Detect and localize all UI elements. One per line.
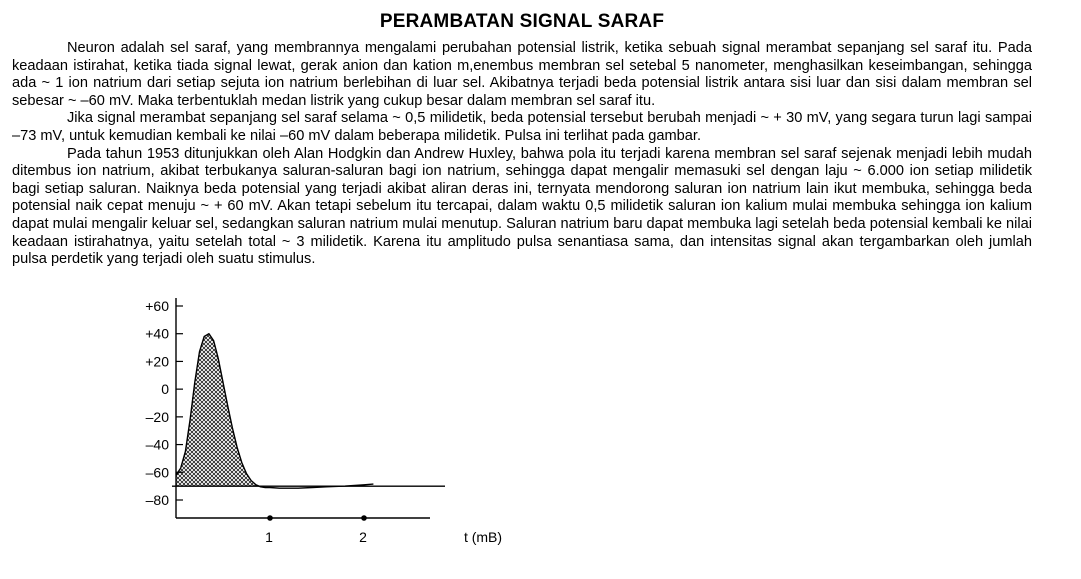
paragraph: Jika signal merambat sepanjang sel saraf selama ~ 0,5 milidetik, beda potensial tersebut berubah menjadi ~ + 30 mV, yang segara turun lagi sampai –73 mV, untuk kemudian kembali ke nilai –60 mV dalam beberapa milidetik. Pulsa ini terlihat pada gambar. <box>12 110 1032 144</box>
x-tick-label: 2 <box>359 529 367 545</box>
y-tick-label: –20 <box>145 408 169 425</box>
y-tick-label: +40 <box>145 325 169 342</box>
page-title: PERAMBATAN SIGNAL SARAF <box>379 11 665 32</box>
y-tick-label: +60 <box>145 298 169 314</box>
y-tick-label: 0 <box>161 381 169 398</box>
y-tick-label: –60 <box>145 464 169 481</box>
y-tick-label: –40 <box>145 436 169 453</box>
x-axis-label: t (mB) <box>463 529 503 545</box>
y-tick-label: –80 <box>145 492 169 508</box>
pulse-shaded-area <box>176 334 270 486</box>
x-tick <box>361 515 367 521</box>
y-tick-label: +20 <box>145 353 169 370</box>
paragraph: Neuron adalah sel saraf, yang membrannya mengalami perubahan potensial listrik, ketika sebuah signal merambat sepanjang sel saraf itu. Pada keadaan istirahat, ketika tiada signal lewat, gerak anion dan kation m,enembus membran sel setebal 5 nanometer, menghasilkan keseimbangan, sehingga ada ~ 1 ion natrium dari setiap sejuta ion natrium berlebihan di luar sel. Akibatnya terjadi beda potensial listrik antara sisi luar dan sisi dalam membran sel sebesar ~ –60 mV. Maka terbentuklah medan listrik yang cukup besar dalam membran sel saraf itu. <box>12 40 1032 109</box>
x-tick <box>267 515 273 521</box>
paragraph: Pada tahun 1953 ditunjukkan oleh Alan Hodgkin dan Andrew Huxley, bahwa pola itu terjadi karena membran sel saraf sejenak menjadi lebih mudah ditembus ion natrium, akibat terbukanya saluran-saluran bagi ion natrium, sehingga dapat mengalir memasuki sel dengan laju ~ 6.000 ion setiap milidetik bagi setiap saluran. Naiknya beda potensial yang terjadi akibat aliran deras ini, ternyata mendorong saluran ion natrium lain ikut membuka, sehingga beda potensial naik cepat menuju ~ + 60 mV. Akan tetapi sebelum itu tercapai, dalam waktu 0,5 milidetik saluran ion kalium mulai membuka sehingga ion kalium dapat mulai mengalir keluar sel, sedangkan saluran natrium mulai menutup. Saluran natrium baru dapat membuka lagi setelah beda potensial kembali ke nilai keadaan istirahatnya, yaitu setelah total ~ 3 milidetik. Karena itu amplitudo pulsa senantiasa sama, dan intensitas signal akan tergambarkan oleh jumlah pulsa perdetik yang terjadi oleh suatu stimulus. <box>12 145 1032 268</box>
x-tick-label: 1 <box>265 529 273 545</box>
